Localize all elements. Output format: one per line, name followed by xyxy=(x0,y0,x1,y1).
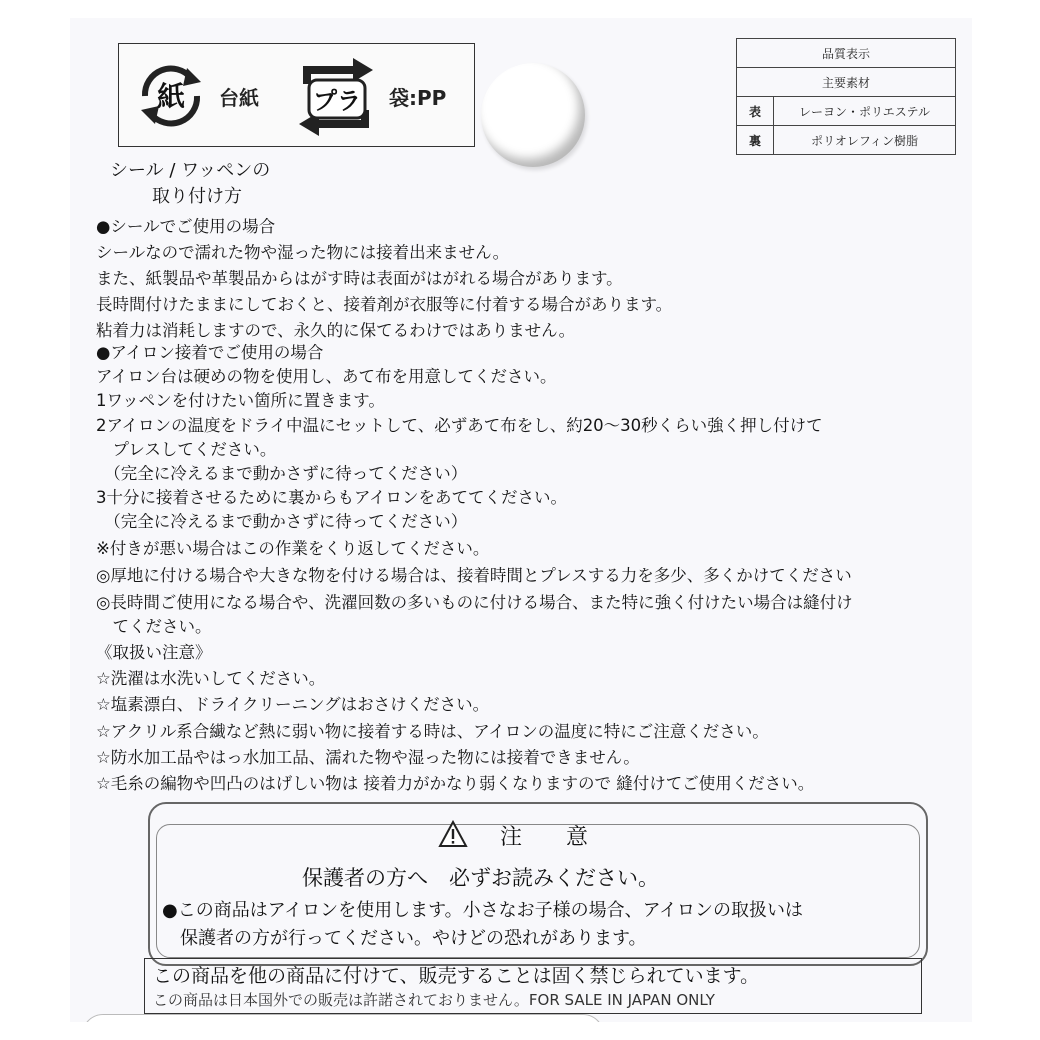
caution-box xyxy=(148,802,928,966)
quality-row-head: 裏 xyxy=(737,126,774,155)
instruction-line: ◎長時間ご使用になる場合や、洗濯回数の多いものに付ける場合、また特に強く付けたい場合は縫付け xyxy=(96,593,853,612)
instruction-line: 3十分に接着させるために裏からもアイロンをあててください。 xyxy=(96,488,568,507)
instruction-line: ☆塩素漂白、ドライクリーニングはおさけください。 xyxy=(96,695,490,714)
plastic-mark-text: プラ xyxy=(313,87,361,115)
instruction-line: （完全に冷えるまで動かさずに待ってください） xyxy=(96,464,468,483)
resale-prohibition-notice: この商品を他の商品に付けて、販売することは固く禁じられています。 xyxy=(153,965,760,987)
paper-recycle-icon xyxy=(131,56,211,136)
recycle-marks-box xyxy=(118,43,475,147)
instruction-line: シールなので濡れた物や湿った物には接着出来ません。 xyxy=(96,243,510,262)
instruction-line: 長時間付けたままにしておくと、接着剤が衣服等に付着する場合があります。 xyxy=(96,295,673,314)
bottom-tab-edge xyxy=(82,1014,604,1022)
plastic-recycle-icon xyxy=(291,54,381,140)
quality-table xyxy=(736,38,956,155)
instructions-title-line2: 取り付け方 xyxy=(152,186,242,207)
instruction-line: プレスしてください。 xyxy=(96,440,277,459)
instruction-line: ●シールでご使用の場合 xyxy=(96,217,276,236)
quality-row-head: 表 xyxy=(737,97,774,126)
instruction-line: ☆毛糸の編物や凹凸のはげしい物は 接着力がかなり弱くなりますので 縫付けてご使用ください。 xyxy=(96,774,815,793)
plastic-label: 袋:PP xyxy=(389,86,447,110)
caution-heading: 注 意 xyxy=(500,825,589,850)
paper-label: 台紙 xyxy=(219,86,259,110)
caution-guardian-note: 保護者の方へ 必ずお読みください。 xyxy=(302,866,659,890)
instruction-line: （完全に冷えるまで動かさずに待ってください） xyxy=(96,512,468,531)
caution-body-line: 保護者の方が行ってください。やけどの恐れがあります。 xyxy=(162,928,647,949)
instruction-line: アイロン台は硬めの物を使用し、あて布を用意してください。 xyxy=(96,367,557,386)
sales-notice-box xyxy=(144,958,922,1014)
instruction-line: 1ワッペンを付けたい箇所に置きます。 xyxy=(96,391,385,410)
hang-hole xyxy=(481,63,585,167)
instruction-line: 粘着力は消耗しますので、永久的に保てるわけではありません。 xyxy=(96,321,576,340)
instruction-line: ◎厚地に付ける場合や大きな物を付ける場合は、接着時間とプレスする力を多少、多くかけてください xyxy=(96,566,852,585)
instruction-line: てください。 xyxy=(96,617,212,636)
instruction-line: 2アイロンの温度をドライ中温にセットして、必ずあて布をし、約20～30秒くらい強く押し付けて xyxy=(96,416,823,435)
quality-row-value: レーヨン・ポリエステル xyxy=(774,97,956,126)
quality-title: 品質表示 xyxy=(737,39,956,68)
paper-mark-text: 紙 xyxy=(156,80,186,113)
quality-subtitle: 主要素材 xyxy=(737,68,956,97)
quality-row xyxy=(737,97,956,126)
instruction-line: ☆洗濯は水洗いしてください。 xyxy=(96,669,326,688)
instruction-line: ☆防水加工品やはっ水加工品、濡れた物や湿った物には接着できません。 xyxy=(96,748,640,767)
caution-body-line: ●この商品はアイロンを使用します。小さなお子様の場合、アイロンの取扱いは xyxy=(162,900,804,921)
instruction-line: ☆アクリル系合繊など熱に弱い物に接着する時は、アイロンの温度に特にご注意ください。 xyxy=(96,722,769,741)
instructions-title-line1: シール / ワッペンの xyxy=(110,160,271,181)
instruction-line: ●アイロン接着でご使用の場合 xyxy=(96,343,324,362)
product-label-card xyxy=(70,18,972,1022)
quality-row-value: ポリオレフィン樹脂 xyxy=(774,126,956,155)
instruction-line: ※付きが悪い場合はこの作業をくり返してください。 xyxy=(96,539,490,558)
warning-icon xyxy=(438,820,468,848)
instruction-line: 《取扱い注意》 xyxy=(96,643,212,662)
quality-row xyxy=(737,126,956,155)
instruction-line: また、紙製品や革製品からはがす時は表面がはがれる場合があります。 xyxy=(96,269,623,288)
japan-only-notice: この商品は日本国外での販売は許諾されておりません。FOR SALE IN JAPAN ONLY xyxy=(153,991,715,1009)
